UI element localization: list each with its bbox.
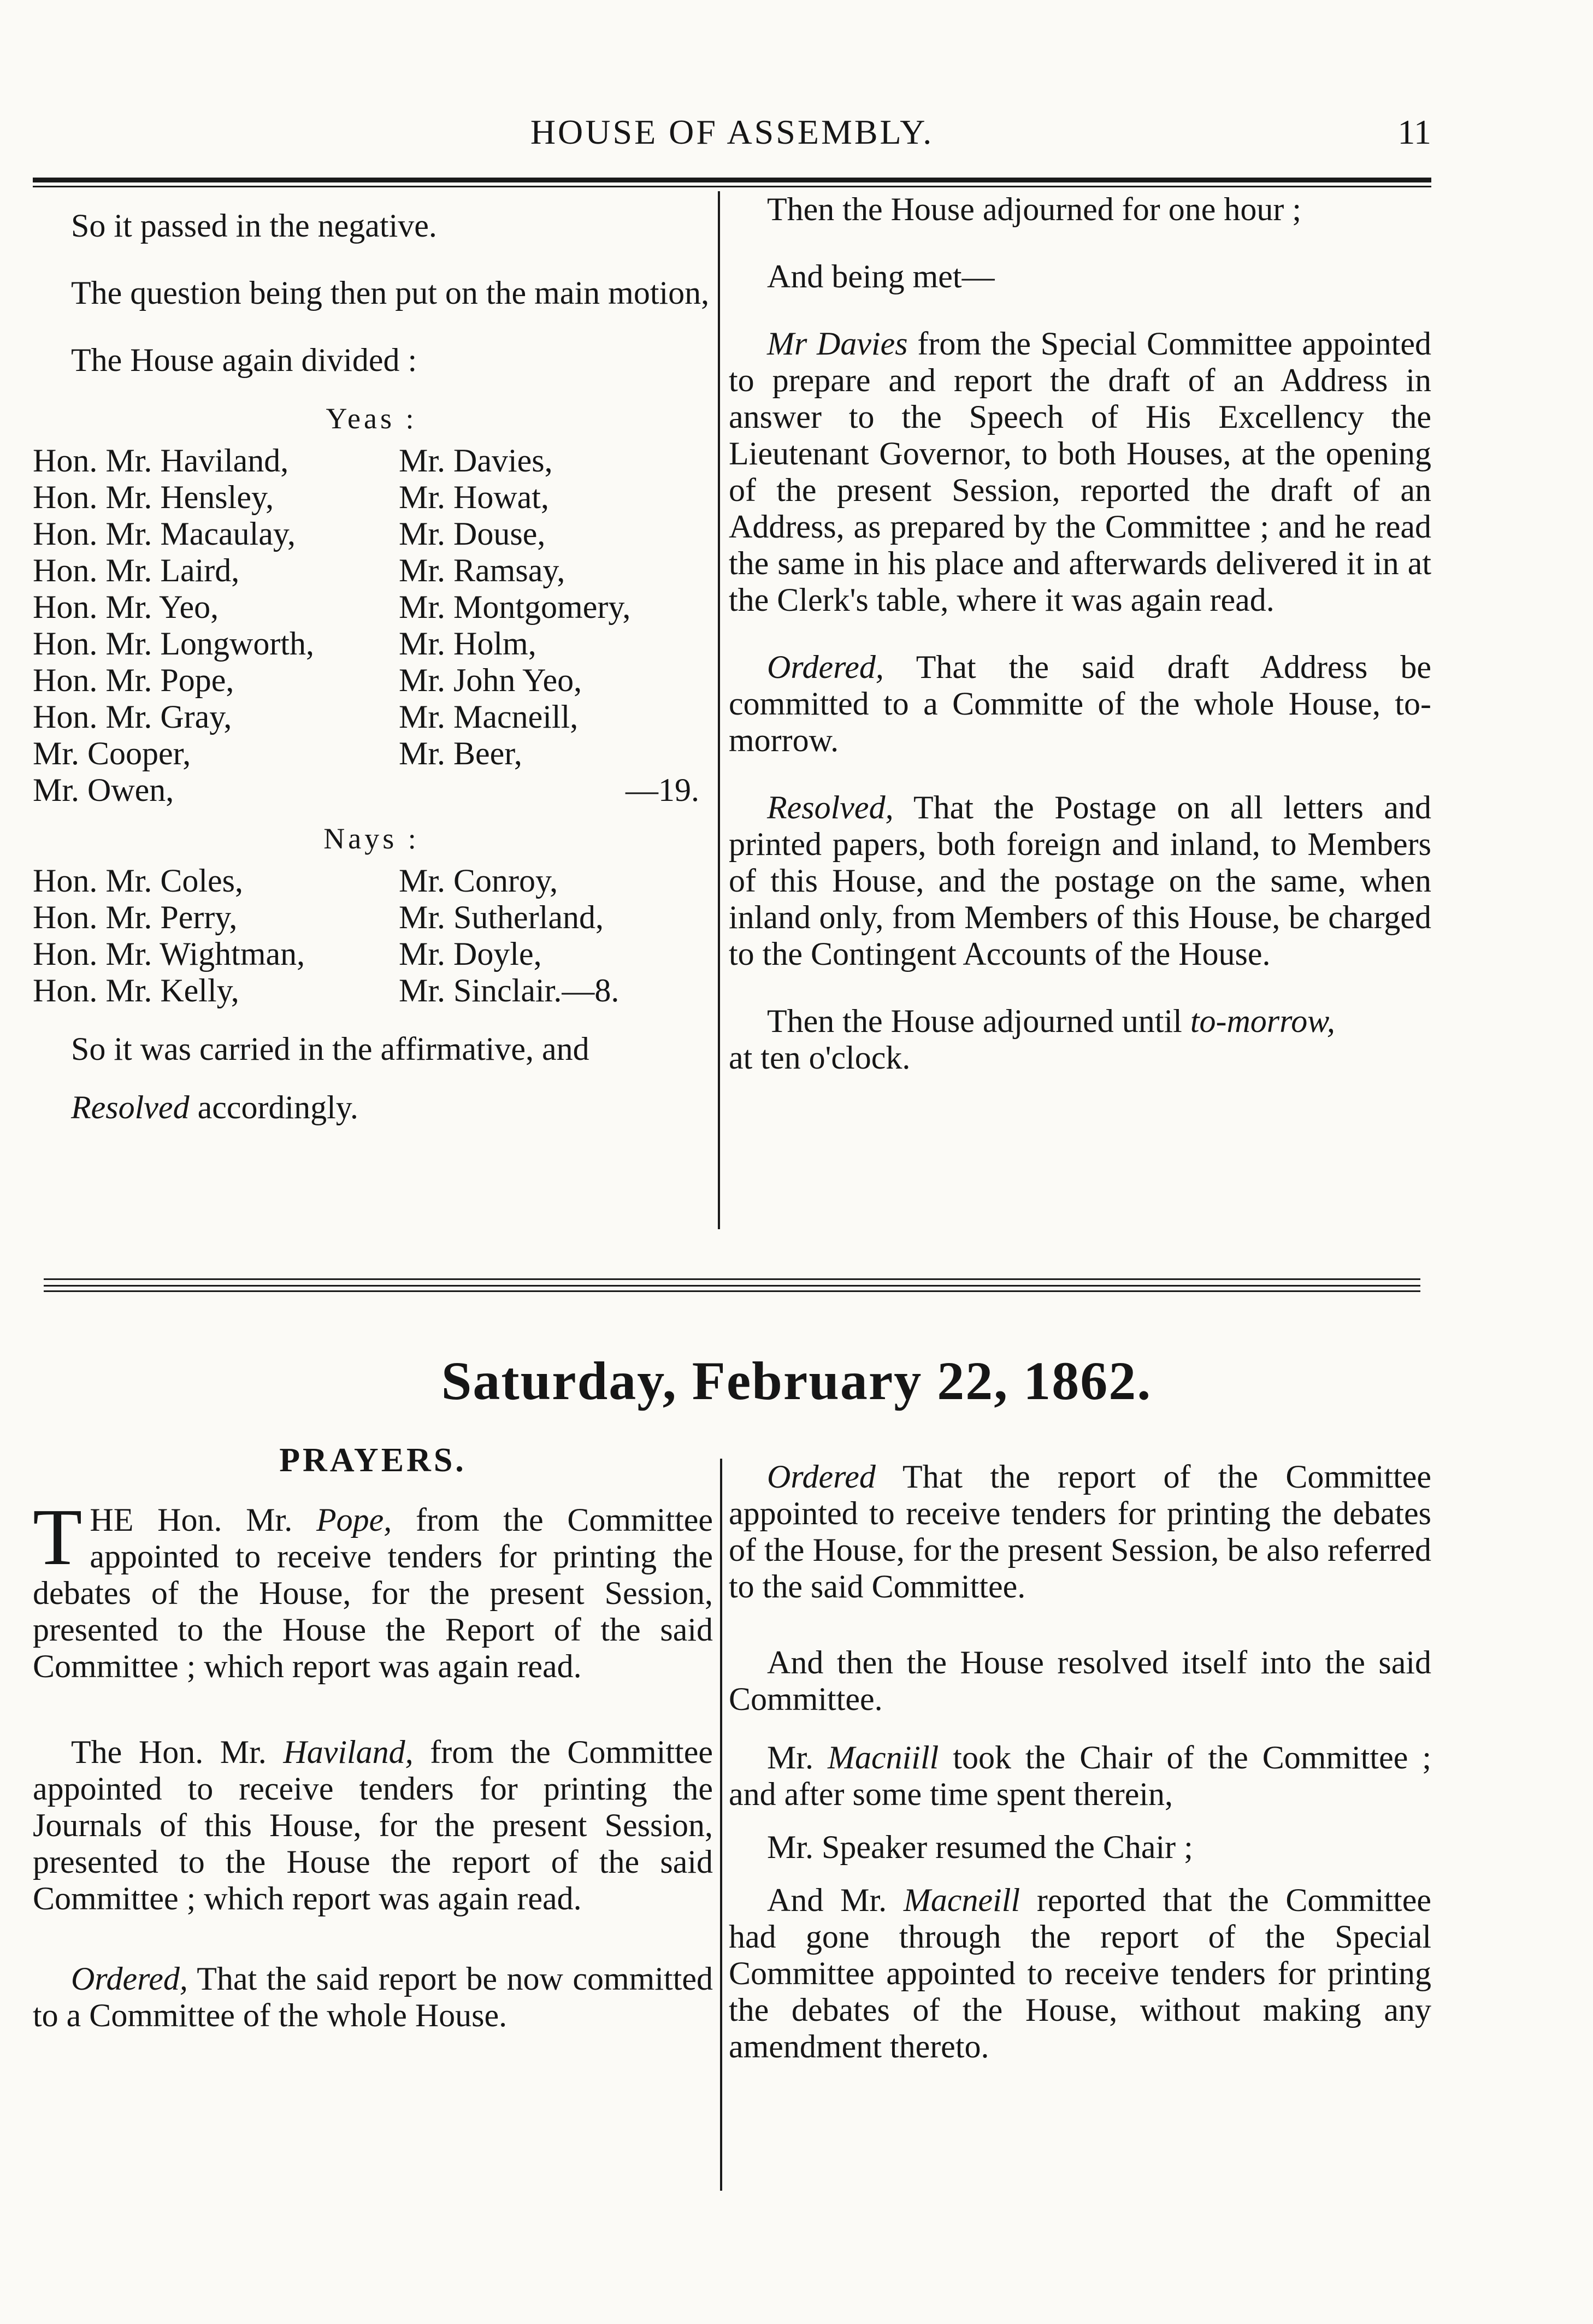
- nays-label: Nays :: [323, 822, 420, 855]
- report-paragraph: And Mr. Macneill reported that the Committee had gone through the report of the Special Committee appointed to receive tenders for printing the debates of the House, without making any amendment thereto.: [729, 1882, 1432, 2065]
- nays-list: [33, 863, 710, 1009]
- ordered-paragraph: Ordered, That the said draft Address be committed to a Committe of the whole House, to-morrow.: [729, 649, 1431, 758]
- ordered-referred-paragraph: Ordered That the report of the Committee appointed to receive tenders for printing the debates of the House, for the present Session, be also referred to the said Committee.: [729, 1459, 1431, 1605]
- pope-paragraph: THE Hon. Mr. Pope, from the Committee appointed to receive tenders for printing the debates of the House, for the present Session, presented to the House the Report of the said Committee ; which report was again read.: [33, 1493, 713, 1684]
- vote-row: Hon. Mr. Gray, Mr. Macneill,: [33, 699, 579, 735]
- vote-row: Hon. Mr. Haviland, Mr. Davies,: [33, 443, 553, 479]
- yeas-list: [33, 443, 710, 809]
- section-rule-2: [44, 1285, 1420, 1287]
- haviland-paragraph: The Hon. Mr. Haviland, from the Committee appointed to receive tenders for printing the Journals of this House, for the present Session, presented to the House the report of the said Committee ; which report was again read.: [33, 1734, 713, 1916]
- vote-row: Mr. Owen, —19.: [33, 772, 710, 809]
- vote-row: Hon. Mr. Wightman, Mr. Doyle,: [33, 936, 542, 972]
- page-number: 11: [1397, 113, 1431, 151]
- header-rule-thin: [33, 186, 1431, 187]
- speaker-resumed: Mr. Speaker resumed the Chair ;: [767, 1829, 1193, 1865]
- postage-resolution: Resolved, That the Postage on all letters and printed papers, both foreign and inland, to Members of this House, and the postage on the same, when inland only, from Members of this House, be charged to the Contingent Accounts of the House.: [729, 789, 1431, 972]
- vote-row: Hon. Mr. Hensley, Mr. Howat,: [33, 479, 549, 515]
- vote-row: Hon. Mr. Yeo, Mr. Montgomery,: [33, 589, 631, 625]
- negative-result: So it passed in the negative.: [71, 208, 437, 244]
- drop-cap: T: [33, 1493, 82, 1582]
- being-met: And being met—: [767, 258, 995, 294]
- top-left-column: [33, 208, 710, 1126]
- column-divider-bottom: [720, 1459, 722, 2191]
- adjourned-tomorrow: Then the House adjourned until to-morrow, at ten o'clock.: [729, 1003, 1335, 1076]
- resolved-line: Resolved accordingly.: [71, 1089, 358, 1125]
- adjourned-hour: Then the House adjourned for one hour ;: [767, 191, 1302, 227]
- resolved-into-committee: And then the House resolved itself into the said Committee.: [729, 1644, 1431, 1717]
- bottom-right-column: [729, 1459, 1431, 2065]
- top-right-column: [729, 191, 1431, 1076]
- vote-row: Hon. Mr. Macaulay, Mr. Douse,: [33, 516, 546, 552]
- vote-row: Hon. Mr. Perry, Mr. Sutherland,: [33, 899, 604, 935]
- yeas-count: —19.: [626, 772, 699, 808]
- vote-row: Hon. Mr. Kelly, Mr. Sinclair.—8.: [33, 972, 620, 1008]
- vote-row: Mr. Cooper, Mr. Beer,: [33, 735, 522, 771]
- bottom-left-column: [33, 1442, 713, 2034]
- section-rule-3: [44, 1290, 1420, 1292]
- address-report-paragraph: Mr Davies from the Special Committee appointed to prepare and report the draft of an Address in answer to the Speech of His Excellency the Lieutenant Governor, to both Houses, at the opening of the present Session, reported the draft of an Address, as prepared by the Committee ; and he read the same in his place and afterwards delivered it in at the Clerk's table, where it was again read.: [729, 326, 1431, 618]
- section-rule-1: [44, 1278, 1420, 1280]
- running-title: HOUSE OF ASSEMBLY.: [530, 113, 934, 151]
- affirmative-text: So it was carried in the affirmative, and: [71, 1031, 589, 1067]
- vote-row: Hon. Mr. Coles, Mr. Conroy,: [33, 863, 558, 899]
- chair-paragraph: Mr. Macniill took the Chair of the Committee ; and after some time spent therein,: [729, 1739, 1431, 1812]
- vote-row: Hon. Mr. Longworth, Mr. Holm,: [33, 626, 536, 662]
- page-header: [33, 112, 1431, 161]
- vote-row: Hon. Mr. Pope, Mr. John Yeo,: [33, 662, 582, 698]
- division-text: The House again divided :: [71, 342, 417, 378]
- main-motion-text: The question being then put on the main motion,: [71, 275, 710, 311]
- dateline: Saturday, February 22, 1862.: [441, 1350, 1152, 1411]
- yeas-label: Yeas :: [326, 402, 417, 435]
- header-rule-thick: [33, 178, 1431, 182]
- ordered-commit-paragraph: Ordered, That the said report be now committed to a Committee of the whole House.: [33, 1961, 713, 2033]
- vote-row: Hon. Mr. Laird, Mr. Ramsay,: [33, 552, 565, 588]
- column-divider-top: [718, 191, 720, 1229]
- prayers-heading: PRAYERS.: [279, 1442, 467, 1479]
